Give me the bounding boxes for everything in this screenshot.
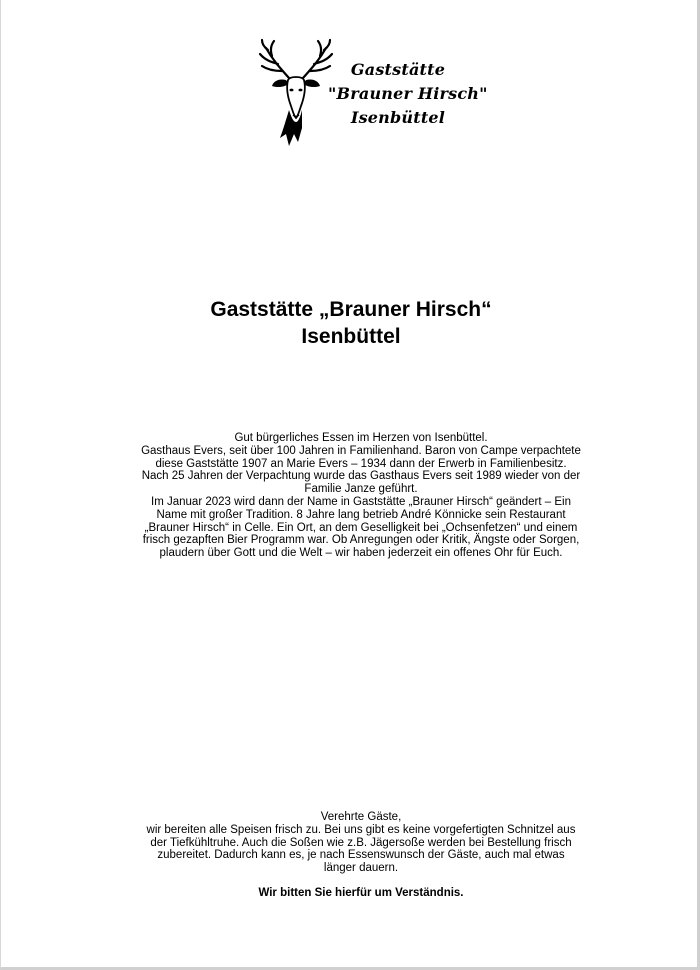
title-line-2: Isenbüttel [301,325,401,348]
guest-notice [141,811,581,900]
logo-line-3: Isenbüttel [350,108,446,127]
intro-paragraph-2: Gasthaus Evers, seit über 100 Jahren in Familienhand. Baron von Campe verpachtete diese Gaststätte 1907 an Marie Evers – 1934 dann der Erwerb in Familienbesitz. Nach 25 Jahren der Verpachtung wurde das Gasthaus Evers seit 1989 wieder von der Familie Janze geführt. [141,444,581,496]
notice-body: wir bereiten alle Speisen frisch zu. Bei uns gibt es keine vorgefertigten Schnitzel aus der Tiefkühltruhe. Auch die Soßen wie z.B. Jägersoße werden bei Bestellung frisch zubereitet. Dadurch kann es, je nach Essenswunsch der Gäste, auch mal etwas länger dauern. [146,823,576,875]
intro-text [141,432,581,560]
restaurant-logo [256,38,488,150]
deer-head-icon [256,38,336,150]
logo-line-1: Gaststätte [350,60,446,79]
notice-closing: Wir bitten Sie hierfür um Verständnis. [258,886,464,899]
title-line-1: Gaststätte „Brauner Hirsch“ [210,298,492,321]
intro-paragraph-3: Im Januar 2023 wird dann der Name in Gaststätte „Brauner Hirsch“ geändert – Ein Name mit großer Tradition. 8 Jahre lang betrieb André Könnicke sein Restaurant „Brauner Hirsch“ in Celle. Ein Ort, an dem Geselligkeit bei „Ochsenfetzen“ und einem frisch gezapften Bier Programm war. Ob Anregungen oder Kritik, Ängste oder Sorgen, plaudern über Gott und die Welt – wir haben jederzeit ein offenes Ohr für Euch. [142,495,580,560]
page-title [1,296,700,350]
intro-paragraph-1: Gut bürgerliches Essen im Herzen von Isenbüttel. [234,432,488,444]
logo-line-2: "Brauner Hirsch" [328,84,488,103]
logo-wordmark [328,58,488,130]
notice-greeting: Verehrte Gäste, [320,811,402,823]
